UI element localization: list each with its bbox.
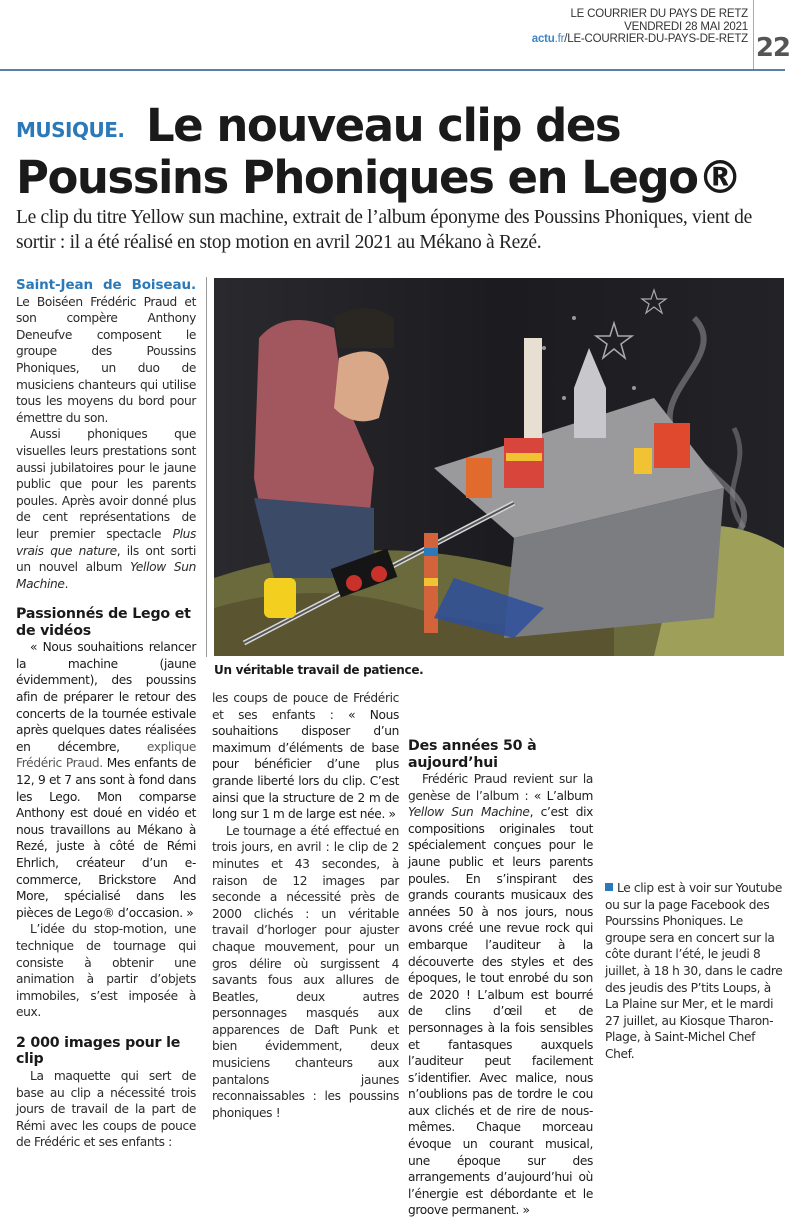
masthead-divider [753,0,754,70]
subheading-lego: Passionnés de Lego et de vidéos [16,606,191,639]
intro-paragraph: Saint-Jean de Boiseau. Le Boiséen Frédéric Praud et son compère Anthony Deneufve composent le groupe des Poussins Phoniques, un duo de musiciens chanteurs qui utilise tous les moyens du bord pour émettre du son. [16,277,196,425]
rubric-label: MUSIQUE. [16,118,125,142]
column-3 [408,690,593,1219]
issue-date: VENDREDI 28 MAI 2021 [624,20,748,33]
headline-line-2: Poussins Phoniques en Lego® [16,151,742,204]
album-title: Yellow Sun Machine [408,805,530,820]
site-tld: .fr [554,33,565,45]
album-title: Yellow Sun Machine [16,560,196,591]
headline [16,100,796,204]
subheading-annees: Des années 50 à aujourd’hui [408,738,537,771]
practical-info [605,880,785,1063]
column-2 [212,690,399,1121]
page-number: 22 [755,33,790,63]
paragraph: L’idée du stop-motion, une technique de tournage qui consiste à obtenir une animation à partir d’objets immobiles, s’est imposée à eux. [16,922,196,1020]
site-brand: actu [531,33,555,45]
lego-scene-illustration [214,278,784,656]
paragraph: Aussi phoniques que visuelles leurs prestations sont aussi jubilatoires pour le jaune public que pour les parents poules. Après avoir donné plus de cent représentations de leur premier spectacle Plus vrais que nature, ils ont sorti un nouvel album Yellow Sun Machine. [16,427,196,591]
headline-line-1: Le nouveau clip des [146,99,621,152]
subheading-images: 2 000 images pour le clip [16,1034,181,1068]
dateline: Saint-Jean de Boiseau. [16,277,196,293]
quote-attribution: explique Frédéric Praud. [16,739,196,771]
header-rule [0,69,785,71]
standfirst: Le clip du titre Yellow sun machine, extrait de l’album éponyme des Poussins Phoniques, vient de sortir : il a été réalisé en stop motion en avril 2021 au Mékano à Rezé. [16,207,752,253]
square-bullet-icon [605,883,613,891]
masthead [532,8,748,46]
site-link[interactable] [532,33,748,46]
quote-paragraph: « Nous souhaitions relancer la machine (jaune évidemment), des poussins afin de préparer le retour des concerts de la tournée estivale après quelques dates réalisées en décembre, explique Frédéric Praud. Mes enfants de 12, 9 et 7 ans sont à fond dans les Lego. Mon comparse Anthony est doué en vidéo et nous travaillons au Mékano à Rezé, juste à côté de Rémi Ehrlich, créateur d’un e-commerce, Brickstore And More, spécialisé dans les pièces de Lego® d’occasion. » [16,640,196,920]
column-divider [206,277,207,657]
photo-caption: Un véritable travail de patience. [214,663,424,677]
paragraph: les coups de pouce de Frédéric et ses enfants : « Nous souhaitions disposer d’un maximum d’éléments de base pour bénéficier d’une plus grande liberté lors du clip. C’est ainsi que la structure de 2 m de long sur 1 m de large est née. » [212,691,399,822]
publication-name: LE COURRIER DU PAYS DE RETZ [570,8,748,20]
show-title: Plus vrais que nature [16,526,196,558]
quote: « Nous souhaitions disposer d’un maximum d’éléments de base pour bénéficier d’une plus grande liberté lors du clip. C’est ainsi que la structure de 2 m de long sur 1 m de large est née. » [212,707,399,822]
paragraph: Le tournage a été effectué en trois jours, en avril : le clip de 2 minutes et 43 secondes, à raison de 12 images par seconde a nécessité près de 2000 clichés : un véritable travail d’horloger pour ajuster chaque mouvement, pour un gros délire où surgissent 4 savants fous aux allures de Beatles, deux autres personnages masqués aux apparences de Daft Punk et bien évidemment, deux musiciens chanteurs aux pantalons jaunes reconnaissables : les poussins phoniques ! [212,823,399,1120]
paragraph: La maquette qui sert de base au clip a nécessité trois jours de travail de la part de Rémi avec les coups de pouce de Frédéric et ses enfants : [16,1068,196,1150]
paragraph: Frédéric Praud revient sur la genèse de l’album : « L’album Yellow Sun Machine, c’est dix compositions originales tout spécialement conçues pour le jaune public et leurs parents poules. En s’inspirant des grands courants musicaux des années 50 à nos jours, nous avons créé une revue rock qui embarque l’auditeur à la découverte des styles et des époques, le tout enrobé du son de 2020 ! L’album est bourré de clins d’œil et de personnages à la fois sensibles et fantasques auxquels l’auditeur peut facilement s’identifier. Avec malice, nous n’oublions pas de tordre le cou aux clichés et de rire de nous-mêmes. Chaque morceau évoque un courant musical, une époque sur des arrangements d’aujourd’hui où l’énergie est débordante et le groove permanent. » [408,772,594,1218]
info-paragraph: Le clip est à voir sur Youtube ou sur la page Facebook des Pourssins Phoniques. Le groupe sera en concert sur la côte durant l’été, le jeudi 8 juillet, à 18 h 30, dans le cadre des jeudis des P’tits Loups, à La Plaine sur Mer, et le mardi 27 juillet, au Kiosque Tharon-Plage, à Saint-Michel Chef Chef. [605,881,783,1061]
site-path: /LE-COURRIER-DU-PAYS-DE-RETZ [564,33,748,45]
article-photo [214,278,784,656]
column-1 [16,277,196,1151]
